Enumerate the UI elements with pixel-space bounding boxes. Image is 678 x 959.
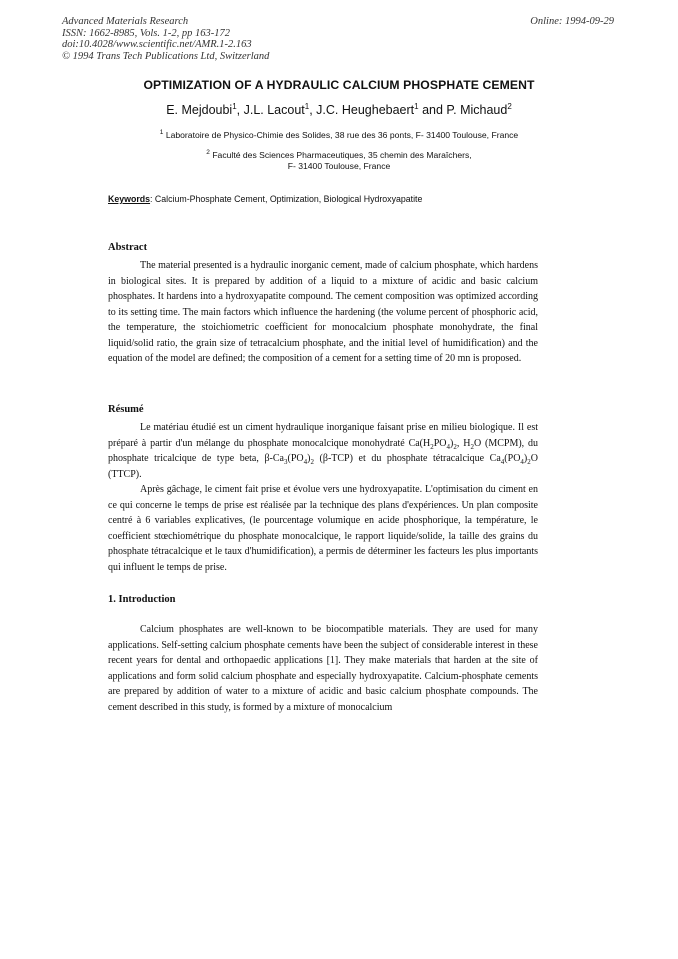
author-affil-mark: 2	[507, 102, 512, 111]
introduction-paragraph: Calcium phosphates are well-known to be biocompatible materials. They are used for many applications. Self-setting calcium phosphate cements have been the subject of considerable interest in these recent years for dental and orthopaedic applications [1]. They make materials that harden at the site of applications and form solid calcium phosphate and especially hydroxyapatite. Calcium-phosphate cements are prepared by addition of water to a mixture of acidic and basic calcium phosphate compounds. The cement described in this study, is formed by a mixture of monocalcium	[108, 624, 538, 713]
resume-paragraph-2: Après gâchage, le ciment fait prise et évolue vers une hydroxyapatite. L'optimisation du ciment en ce qui concerne le temps de prise est réalisée par la technique des plans d'expériences. Un plan composite centré à 6 variables explicatives, (le pourcentage volumique en acide phosphorique, la température, le coefficient stœchiométrique du phosphate monocalcique, le rapport liquide/solide, la taille des grains du phosphate tétracalcique et le taux d'humidification), a permis de déterminer les facteurs les plus importants qui influent le temps de prise.	[108, 484, 538, 573]
author-separator: and	[418, 103, 447, 118]
resume-heading: Résumé	[108, 404, 144, 415]
keywords-line	[108, 194, 422, 204]
author-name: J.L. Lacout	[243, 103, 305, 118]
journal-header	[62, 16, 269, 62]
keywords-text: : Calcium-Phosphate Cement, Optimization, Biological Hydroxyapatite	[150, 194, 423, 204]
affiliation-text: Faculté des Sciences Pharmaceutiques, 35 chemin des Maraîchers,	[212, 149, 472, 160]
author-list	[0, 102, 678, 117]
author-name: E. Mejdoubi	[166, 103, 233, 118]
journal-name: Advanced Materials Research	[62, 16, 189, 27]
issn-line: ISSN: 1662-8985, Vols. 1-2, pp 163-172	[62, 27, 230, 39]
abstract-paragraph: The material presented is a hydraulic inorganic cement, made of calcium phosphate, which hardens in biological sites. It is prepared by addition of a liquid to a mixture of acidic and basic calcium phosphates. It hardens into a hydroxyapatite compound. The cement composition was optimized according to its setting time. The main factors which influence the hardening (the volume percent of phosphoric acid, the temperature, the stoichiometric coefficient for monocalcium phosphate monohydrate, the final liquid/solid ratio, the grain size of tetracalcium phosphate, and the initial level of humidification) and the equation of the model are defined; the composition of a cement for a setting time of 20 mn is proposed.	[108, 260, 538, 364]
keywords-label: Keywords	[108, 194, 151, 204]
author-name: P. Michaud	[446, 103, 508, 118]
author-affil-mark: 1	[232, 102, 237, 111]
author-name: J.C. Heughebaert	[316, 103, 415, 118]
online-date: Online: 1994-09-29	[530, 16, 614, 27]
copyright-line: © 1994 Trans Tech Publications Ltd, Switzerland	[62, 50, 270, 62]
doi-line[interactable]: doi:10.4028/www.scientific.net/AMR.1-2.163	[62, 39, 252, 50]
author-affil-mark: 1	[414, 102, 419, 111]
affiliation-mark: 1	[159, 129, 164, 136]
paper-title: OPTIMIZATION OF A HYDRAULIC CALCIUM PHOSPHATE CEMENT	[143, 78, 535, 92]
author-affil-mark: 1	[304, 102, 310, 111]
affiliation-text: Laboratoire de Physico-Chimie des Solides, 38 rue des 36 ponts, F- 31400 Toulouse, France	[165, 129, 519, 140]
affiliation-mark: 2	[206, 149, 210, 156]
affiliation-text: F- 31400 Toulouse, France	[287, 161, 391, 172]
affiliation-1	[0, 127, 678, 141]
author-separator: ,	[309, 103, 317, 118]
resume-paragraph-1: Le matériau étudié est un ciment hydraulique inorganique faisant prise en milieu biologique. Il est préparé à partir d'un mélange du phosphate monocalcique monohydraté $Ca(H_2PO_4)_2$, $H_2O$ (MCPM), du phosphate tricalcique de type beta, $\beta-Ca_3(PO_4)_2$ (β-TCP) et du phosphate tétracalcique $Ca_4(PO_4)_2O$ (TTCP).	[108, 422, 538, 480]
introduction-heading: 1. Introduction	[108, 594, 176, 605]
abstract-heading: Abstract	[108, 242, 148, 253]
author-separator: ,	[236, 103, 244, 118]
affiliation-2	[0, 147, 678, 173]
